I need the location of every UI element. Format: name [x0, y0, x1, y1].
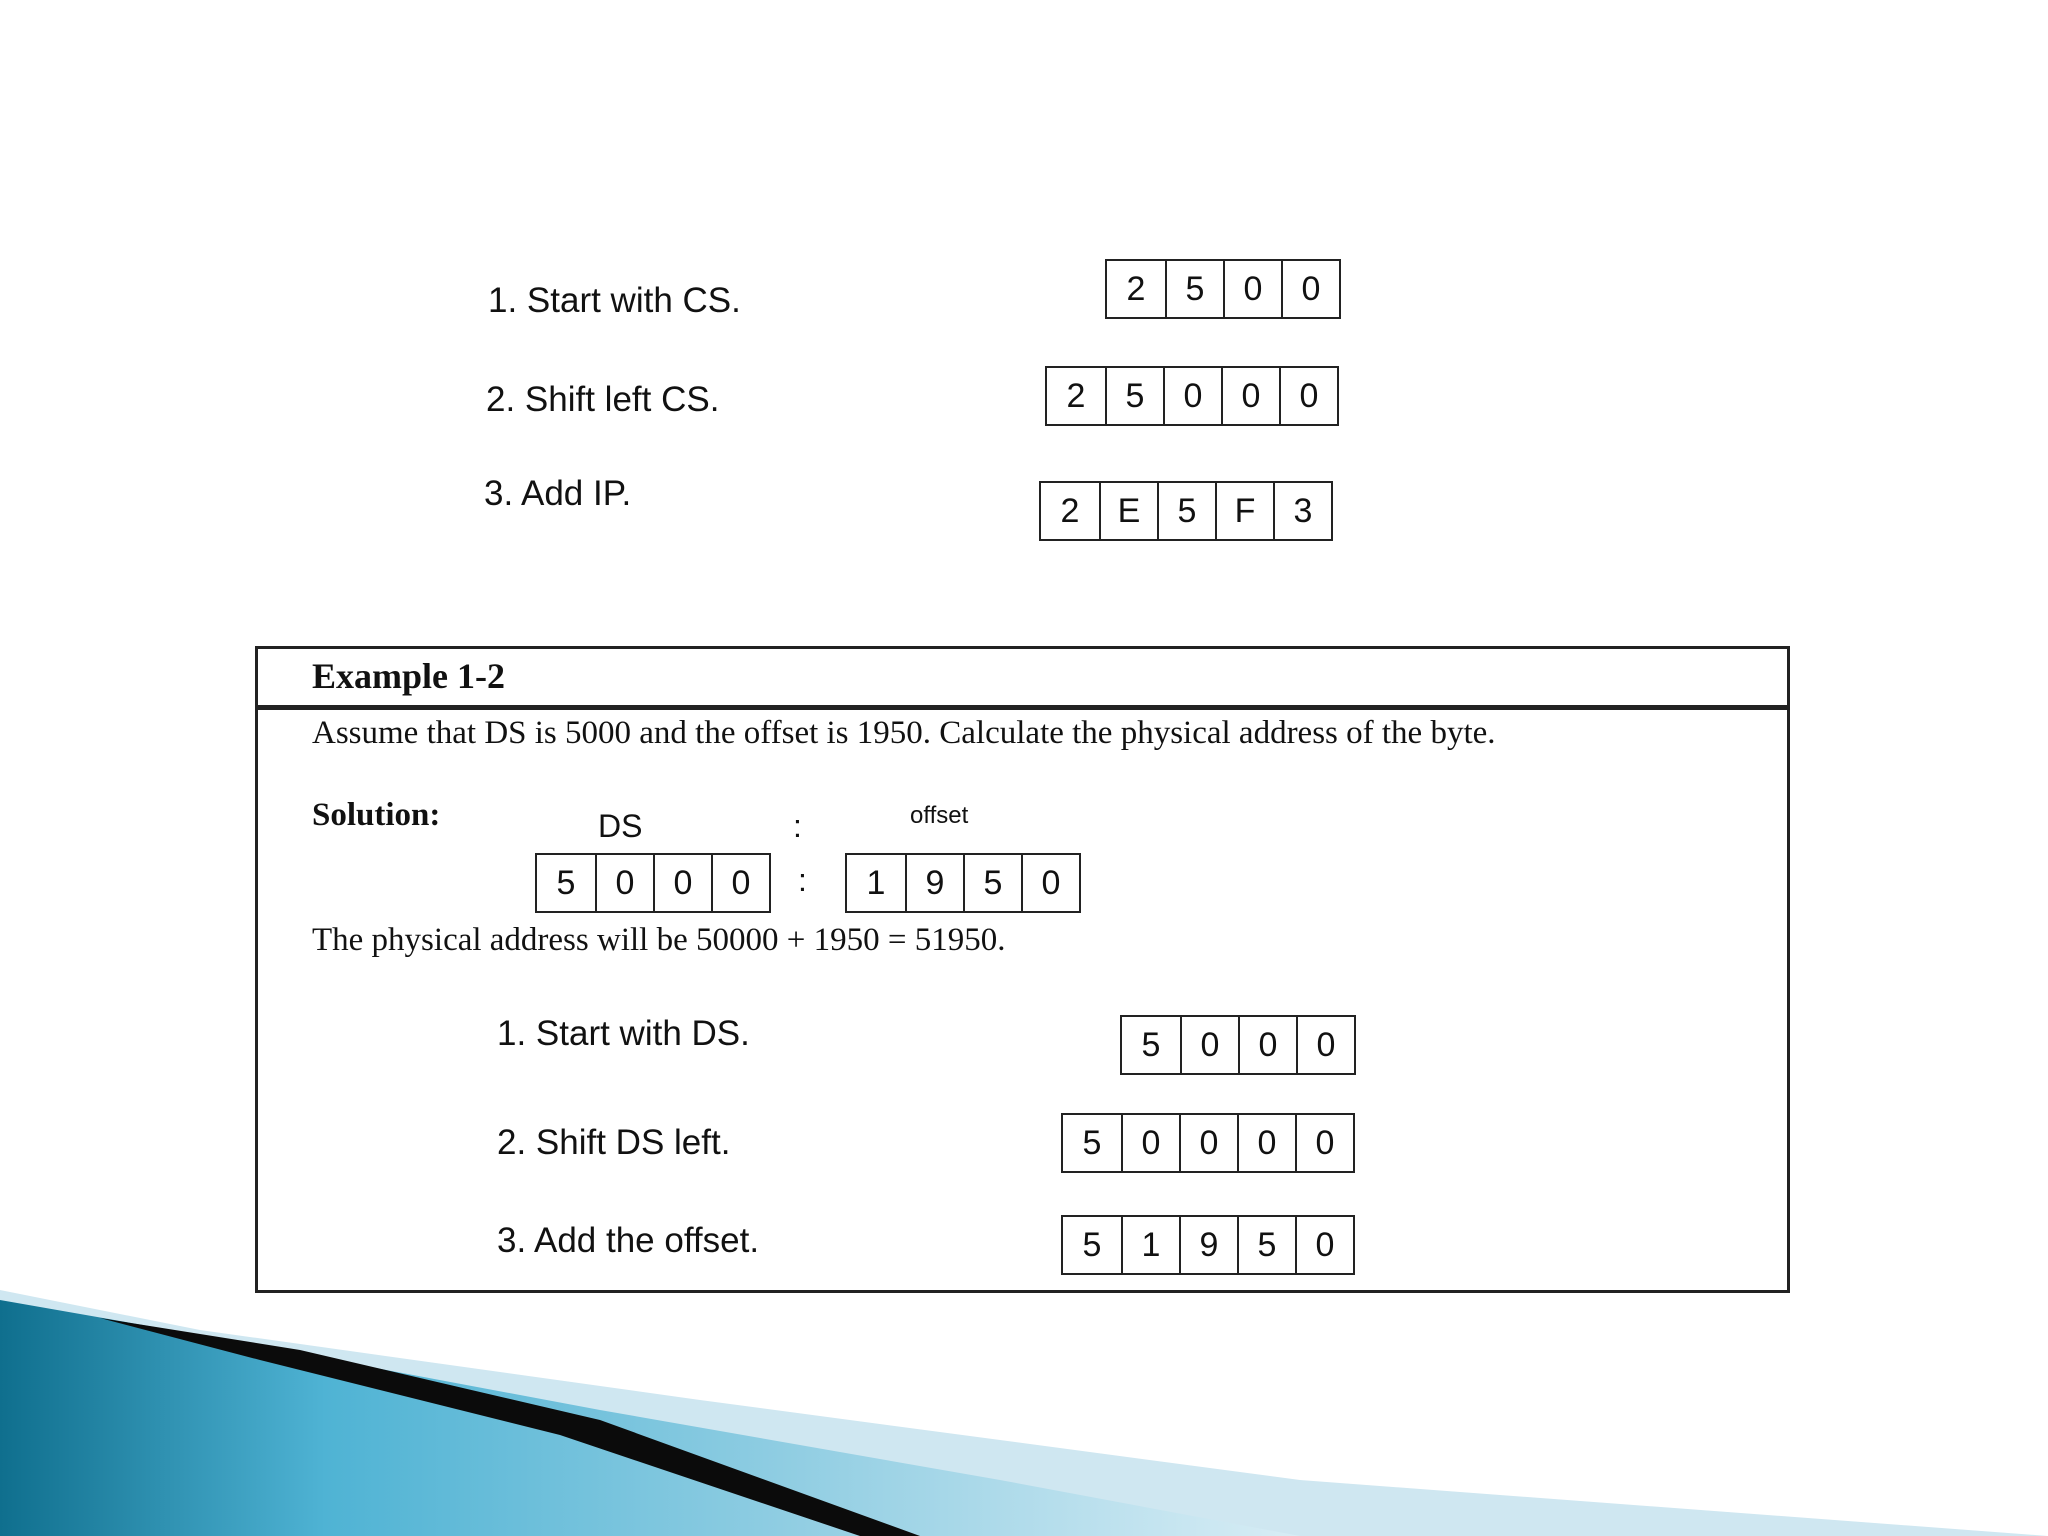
digit-cell: 9: [905, 855, 963, 911]
example-step-2-register: [1061, 1113, 1355, 1173]
digit-cell: 0: [595, 855, 653, 911]
digit-cell: 5: [1082, 1123, 1102, 1162]
example-step-3-register: [1061, 1215, 1355, 1275]
digit-cell: 2: [1126, 269, 1146, 308]
digit-cell: 0: [1296, 1017, 1354, 1073]
digit-cell: 0: [1295, 1115, 1353, 1171]
intro-step-3-label: 3. Add IP.: [484, 474, 632, 513]
example-title: Example 1-2: [312, 656, 505, 696]
digit-cell: 3: [1273, 483, 1331, 539]
colon-separator: :: [798, 862, 807, 898]
digit-cell: 5: [1105, 368, 1163, 424]
digit-cell: 0: [1223, 261, 1281, 317]
offset-label: offset: [910, 802, 969, 829]
digit-cell: 0: [1163, 368, 1221, 424]
digit-cell: 5: [1141, 1025, 1161, 1064]
intro-step-2-label: 2. Shift left CS.: [486, 380, 720, 419]
example-step-2-label: 2. Shift DS left.: [497, 1123, 731, 1162]
digit-cell: 2: [1066, 376, 1086, 415]
digit-cell: 0: [1180, 1017, 1238, 1073]
digit-cell: 0: [1281, 261, 1339, 317]
digit-cell: E: [1099, 483, 1157, 539]
example-header-rule: [255, 705, 1790, 710]
digit-cell: 5: [1157, 483, 1215, 539]
digit-cell: 0: [1021, 855, 1079, 911]
digit-cell: 9: [1179, 1217, 1237, 1273]
digit-cell: 0: [1295, 1217, 1353, 1273]
intro-step-1-register: [1105, 259, 1341, 319]
digit-cell: 0: [653, 855, 711, 911]
example-question: Assume that DS is 5000 and the offset is 1950. Calculate the physical address of the byte.: [312, 715, 1496, 751]
solution-label: Solution:: [312, 797, 441, 833]
digit-cell: 0: [1179, 1115, 1237, 1171]
colon-label: :: [793, 808, 802, 844]
digit-cell: 0: [1221, 368, 1279, 424]
digit-cell: 5: [1165, 261, 1223, 317]
example-step-1-register: [1120, 1015, 1356, 1075]
slide-decoration: [0, 1290, 2048, 1536]
digit-cell: 5: [1237, 1217, 1295, 1273]
intro-step-3-register: [1039, 481, 1333, 541]
digit-cell: 5: [1082, 1225, 1102, 1264]
digit-cell: 0: [1237, 1115, 1295, 1171]
digit-cell: 0: [1279, 368, 1337, 424]
digit-cell: 1: [1121, 1217, 1179, 1273]
intro-step-2-register: [1045, 366, 1339, 426]
example-step-3-label: 3. Add the offset.: [497, 1221, 760, 1260]
digit-cell: 5: [556, 863, 576, 902]
ds-register: [535, 853, 771, 913]
example-step-1-label: 1. Start with DS.: [497, 1014, 750, 1053]
intro-step-1-label: 1. Start with CS.: [488, 281, 741, 320]
offset-register: [845, 853, 1081, 913]
digit-cell: 1: [866, 863, 886, 902]
digit-cell: 2: [1060, 491, 1080, 530]
digit-cell: 0: [711, 855, 769, 911]
digit-cell: 0: [1121, 1115, 1179, 1171]
ds-label: DS: [598, 808, 643, 844]
digit-cell: 0: [1238, 1017, 1296, 1073]
digit-cell: 5: [963, 855, 1021, 911]
result-text: The physical address will be 50000 + 1950 = 51950.: [312, 922, 1006, 958]
digit-cell: F: [1215, 483, 1273, 539]
